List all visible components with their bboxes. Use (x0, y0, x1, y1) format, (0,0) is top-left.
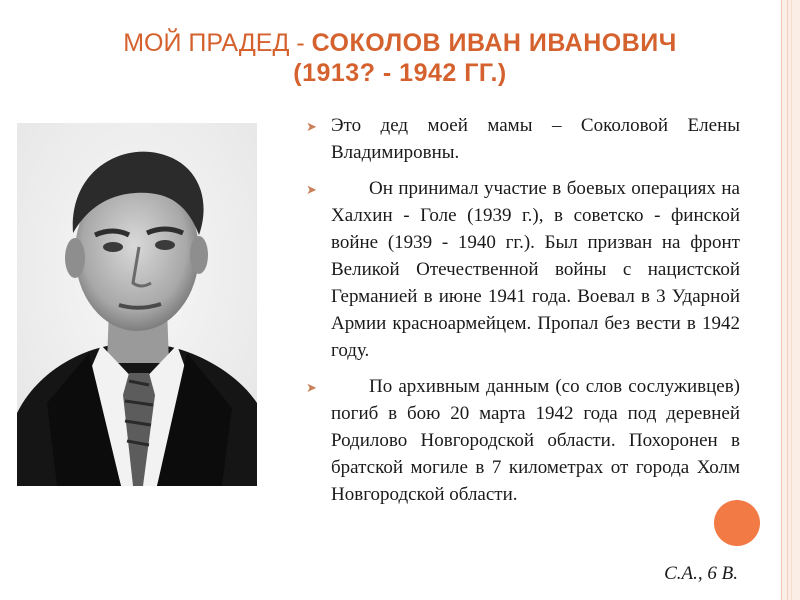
decorative-circle (714, 500, 760, 546)
paragraph-3 (304, 373, 740, 508)
arrow-bullet-icon: ➤ (306, 120, 317, 135)
slide-title (60, 28, 740, 88)
slide-text (304, 112, 740, 517)
slide-frame-decoration (781, 0, 800, 600)
paragraph-1-text: Это дед моей мамы – Соколовой Елены Владимировны. (331, 115, 740, 163)
paragraph-2 (304, 175, 740, 364)
arrow-bullet-icon: ➤ (306, 183, 317, 198)
paragraph-1 (304, 112, 740, 166)
arrow-bullet-icon: ➤ (306, 381, 317, 396)
paragraph-2-text: Он принимал участие в боевых операциях на Халхин - Голе (1939 г.), в советско - финской войне (1939 - 1940 гг.). Был призван на фронт Великой Отечественной войны с нацистской Германией в июне 1941 года. Воевал в 3 Ударной Армии красноармейцем. Пропал без вести в 1942 году. (331, 178, 740, 361)
signature: С.А., 6 В. (664, 563, 738, 584)
paragraph-3-text: По архивным данным (со слов сослуживцев) погиб в бою 20 марта 1942 года под деревней Родилово Новгородской области. Похоронен в братской могиле в 7 километрах от города Холм Новгородской области. (331, 376, 740, 505)
title-prefix: МОЙ ПРАДЕД - (123, 29, 312, 57)
portrait-photo (17, 123, 257, 486)
title-name: СОКОЛОВ ИВАН ИВАНОВИЧ (311, 29, 677, 57)
title-years: (1913? - 1942 ГГ.) (293, 59, 507, 87)
